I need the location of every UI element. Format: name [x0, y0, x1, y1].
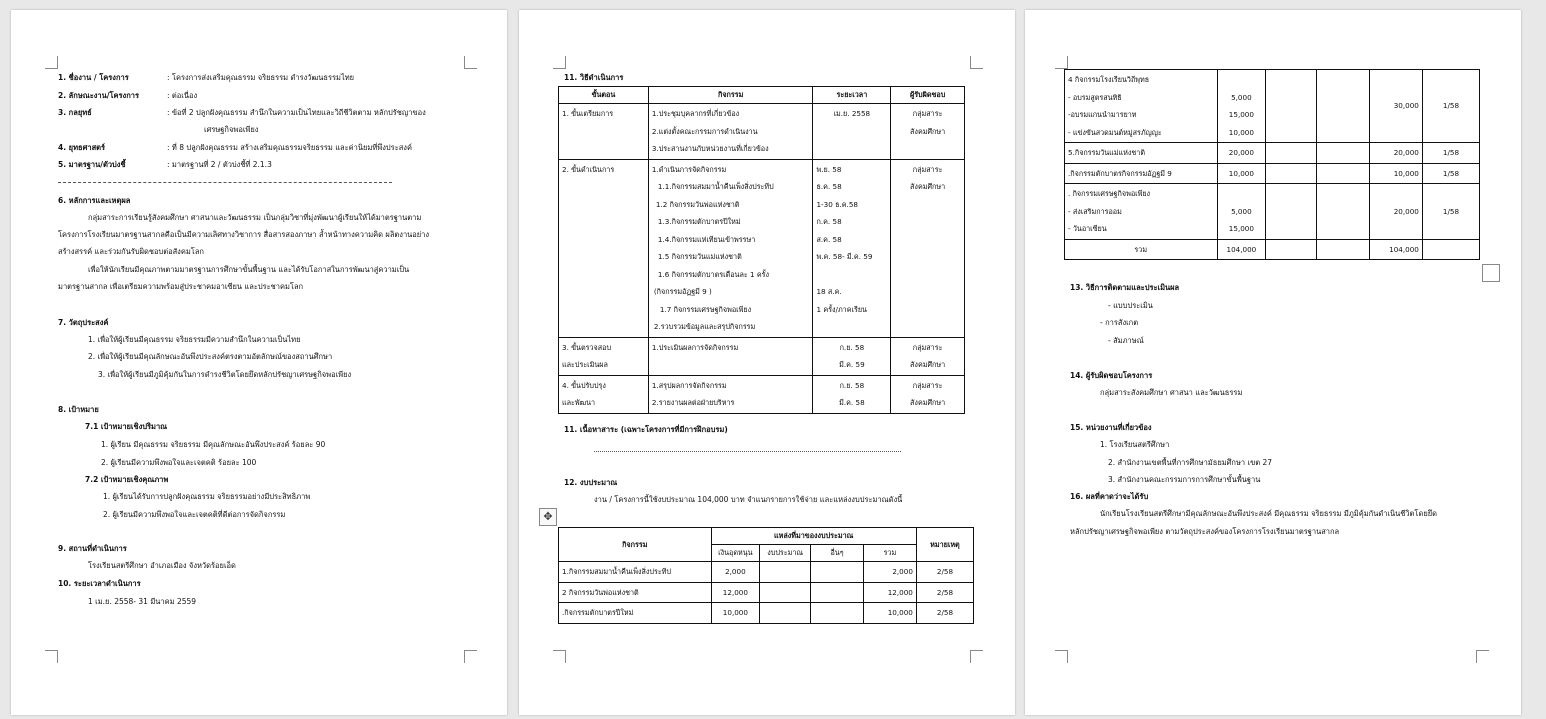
paragraph-line: หลักปรัชญาเศรษฐกิจพอเพียง ตามวัตถุประสงค์ของโครงการโรงเรียนมาตรฐานสากล: [1070, 527, 1340, 536]
table-cell: 1.กิจกรรมสมมาน้ำคืนเพ็งสิ่งประทีป: [559, 562, 712, 583]
list-item: - สัมภาษณ์: [1108, 336, 1144, 345]
activity-line: 1.ประชุมบุคลากรที่เกี่ยวข้อง: [651, 109, 740, 118]
table-row: [559, 159, 965, 337]
column-header: กิจกรรม: [648, 87, 813, 104]
table-cell: [813, 104, 891, 160]
table-cell: [1266, 143, 1317, 164]
table-cell: [1266, 163, 1317, 184]
table-move-handle-icon[interactable]: ✥: [539, 508, 557, 526]
step-label: 4. ขั้นปรับปรุง: [562, 380, 606, 390]
table-cell: [559, 337, 649, 375]
table-header-row: [559, 528, 974, 545]
table-cell: [1317, 143, 1370, 164]
section-heading: 11. วิธีดำเนินการ: [564, 73, 624, 82]
table-row: [559, 375, 965, 413]
paragraph-line: เพื่อให้นักเรียนมีคุณภาพตามมาตรฐานการศึกษาขั้นพื้นฐาน และได้รับโอกาสในการพัฒนาสู่ความเป็น: [88, 265, 410, 274]
section-heading: 8. เป้าหมาย: [58, 405, 99, 414]
amount: [1221, 71, 1263, 89]
table-cell: [1317, 239, 1370, 260]
table-cell: 1/58: [1422, 70, 1479, 143]
table-cell: [1065, 70, 1218, 143]
table-row: [1065, 143, 1480, 164]
paragraph-line: นักเรียนโรงเรียนสตรีศึกษามีคุณลักษณะอันพึงประสงค์ มีคุณธรรม จริยธรรม มีภูมิคุ้มกันดำเนินชีวิตโดยยึด: [1100, 509, 1437, 518]
responsible: สังคมศึกษา: [910, 360, 946, 369]
table-cell: [1065, 184, 1218, 240]
duration: มี.ค. 58: [839, 398, 865, 407]
table-cell: [813, 375, 891, 413]
paragraph-line: 1 เม.ย. 2558- 31 มีนาคม 2559: [88, 597, 197, 606]
section-heading: 9. สถานที่ดำเนินการ: [58, 544, 127, 553]
table-cell: 5.กิจกรรมวันแม่แห่งชาติ: [1065, 143, 1218, 164]
activity-line: 1.3.กิจกรรมตักบาตรปีใหม่: [657, 217, 741, 226]
document-page-2: [519, 10, 1015, 715]
column-header: ระยะเวลา: [813, 87, 891, 104]
column-header: รวม: [863, 545, 916, 562]
activity-line: 4 กิจกรรมโรงเรียนวิถีพุทธ: [1068, 75, 1150, 84]
section-heading: 6. หลักการและเหตุผล: [58, 196, 131, 205]
activity-line: - ส่งเสริมการออม: [1068, 206, 1122, 216]
table-cell: [811, 582, 864, 603]
responsible: สังคมศึกษา: [910, 182, 946, 191]
duration: ก.ย. 58: [839, 380, 865, 390]
activity-line: - แข่งขันสวดมนต์หมู่สรภัญญะ: [1068, 127, 1162, 137]
table-header-row: [559, 87, 965, 104]
amount: 5,000: [1231, 92, 1252, 102]
duration: 1 ครั้ง/ภาคเรียน: [816, 304, 867, 314]
activity-line: 2.รวบรวมข้อมูลและสรุปกิจกรรม: [653, 322, 756, 331]
crop-mark: [1476, 650, 1489, 663]
section-heading: 10. ระยะเวลาดำเนินการ: [58, 579, 141, 588]
duration: [816, 266, 887, 284]
divider: [58, 182, 392, 183]
section-heading: 16. ผลที่คาดว่าจะได้รับ: [1070, 492, 1149, 501]
activity-line: -อบรมแกนนำมารยาท: [1068, 110, 1137, 119]
crop-mark: [464, 56, 477, 69]
table-cell: รวม: [1065, 239, 1218, 260]
table-cell: 10,000: [1217, 163, 1266, 184]
list-item: 2. เพื่อให้ผู้เรียนมีคุณลักษณะอันพึงประสงค์ตรงตามอัตลักษณ์ของสถานศึกษา: [88, 352, 333, 361]
table-row: [1065, 70, 1480, 143]
table-cell: [891, 375, 965, 413]
crop-mark: [970, 650, 983, 663]
column-header: แหล่งที่มาของงบประมาณ: [711, 528, 916, 545]
step-label: 3. ขั้นตรวจสอบ: [562, 342, 612, 352]
table-cell: [1266, 184, 1317, 240]
duration: มี.ค. 59: [839, 360, 865, 369]
responsible: กลุ่มสาระ: [912, 342, 943, 352]
list-item: 3. สำนักงานคณะกรรมการการศึกษาขั้นพื้นฐาน: [1108, 475, 1261, 484]
table-row: [1065, 163, 1480, 184]
column-header: กิจกรรม: [559, 528, 712, 562]
duration: ธ.ค. 58: [816, 182, 842, 191]
table-cell: 20,000: [1369, 184, 1422, 240]
amount: [1221, 185, 1263, 203]
table-cell: 2/58: [916, 562, 973, 583]
paragraph-line: โครงการโรงเรียนมาตรฐานสากลคือเป็นมีความเลิศทางวิชาการ สื่อสารสองภาษา ล้ำหน้าทางความคิด ผลิตงานอย่าง: [58, 230, 430, 239]
duration: ก.ย. 58: [839, 342, 865, 352]
paragraph-line: สร้างสรรค์ และร่วมกันรับผิดชอบต่อสังคมโลก: [58, 247, 204, 256]
crop-mark: [45, 56, 58, 69]
paragraph-line: โรงเรียนสตรีศึกษา อำเภอเมือง จังหวัดร้อยเอ็ด: [88, 561, 236, 570]
table-cell: 20,000: [1369, 143, 1422, 164]
table-cell: [811, 562, 864, 583]
amount: 15,000: [1228, 224, 1254, 233]
table-row: [559, 562, 974, 583]
table-row: [559, 337, 965, 375]
crop-mark: [1055, 650, 1068, 663]
table-cell: [559, 375, 649, 413]
table-cell: [760, 562, 811, 583]
activity-line: 2.แต่งตั้งคณะกรรมการดำเนินงาน: [651, 126, 758, 136]
table-cell: [891, 104, 965, 160]
step-label: 1. ขั้นเตรียมการ: [562, 109, 614, 118]
list-item: 1. เพื่อให้ผู้เรียนมีคุณธรรม จริยธรรมมีความสำนึกในความเป็นไทย: [88, 335, 301, 344]
table-row: [1065, 184, 1480, 240]
field-value: : มาตรฐานที่ 2 / ตัวบ่งชี้ที่ 2.1.3: [167, 160, 272, 169]
crop-mark: [464, 650, 477, 663]
table-cell: [1422, 239, 1479, 260]
amount: 5,000: [1231, 206, 1252, 216]
subsection-heading: 7.2 เป้าหมายเชิงคุณภาพ: [85, 475, 169, 484]
table-cell: [813, 337, 891, 375]
activity-line: 3.ประสานงานกับหน่วยงานที่เกี่ยวข้อง: [651, 144, 769, 153]
duration: พ.ย. 58: [816, 164, 842, 174]
crop-mark: [553, 56, 566, 69]
table-cell: 12,000: [711, 582, 760, 603]
subsection-heading: 7.1 เป้าหมายเชิงปริมาณ: [85, 422, 168, 431]
paragraph-line: กลุ่มสาระสังคมศึกษา ศาสนา และวัฒนธรรม: [1100, 388, 1243, 397]
table-cell: [648, 375, 813, 413]
table-cell: [891, 159, 965, 337]
table-cell: 1/58: [1422, 163, 1479, 184]
list-item: 1. โรงเรียนสตรีศึกษา: [1100, 440, 1170, 449]
list-item: - แบบประเมิน: [1108, 301, 1153, 310]
table-resize-handle[interactable]: [1482, 264, 1500, 282]
table-cell: [811, 603, 864, 624]
activity-line: 1.สรุปผลการจัดกิจกรรม: [651, 380, 727, 390]
table-cell: 10,000: [711, 603, 760, 624]
budget-table: [558, 527, 974, 624]
table-cell: 2 กิจกรรมวันพ่อแห่งชาติ: [559, 582, 712, 603]
table-row: [559, 104, 965, 160]
duration: เม.ย. 2558: [833, 109, 871, 118]
table-cell: [648, 159, 813, 337]
budget-table-continued: [1064, 69, 1480, 260]
responsible: สังคมศึกษา: [910, 398, 946, 407]
table-cell: [891, 337, 965, 375]
table-cell: 2/58: [916, 582, 973, 603]
column-header: หมายเหตุ: [916, 528, 973, 562]
column-header: งบประมาณ: [760, 545, 811, 562]
table-cell: [1317, 184, 1370, 240]
field-value: : โครงการส่งเสริมคุณธรรม จริยธรรม ดำรงวัฒนธรรมไทย: [167, 73, 355, 82]
table-cell: [760, 582, 811, 603]
table-cell: 104,000: [1217, 239, 1266, 260]
field-value: : ต่อเนื่อง: [167, 91, 198, 100]
table-cell: [648, 337, 813, 375]
section-heading: 7. วัตถุประสงค์: [58, 318, 109, 327]
table-cell: [1217, 70, 1266, 143]
amount: 10,000: [1228, 127, 1254, 137]
activity-line: (กิจกรรมอัฏฐมี 9 ): [653, 287, 712, 296]
field-label: 1. ชื่องาน / โครงการ: [58, 73, 129, 82]
column-header: ผู้รับผิดชอบ: [891, 87, 965, 104]
table-cell: [760, 603, 811, 624]
fill-line: [594, 451, 901, 452]
activity-line: - วันอาเซียน: [1068, 224, 1107, 233]
crop-mark: [970, 56, 983, 69]
table-cell: [559, 159, 649, 337]
list-item: 3. เพื่อให้ผู้เรียนมีภูมิคุ้มกันในการดำรงชีวิตโดยยึดหลักปรัชญาเศรษฐกิจพอเพียง: [98, 370, 352, 379]
crop-mark: [1055, 56, 1068, 69]
section-heading: 12. งบประมาณ: [564, 478, 618, 487]
list-item: - การสังเกต: [1100, 318, 1139, 327]
table-cell: [1217, 184, 1266, 240]
activity-line: . กิจกรรมเศรษฐกิจพอเพียง: [1068, 189, 1151, 198]
responsible: กลุ่มสาระ: [912, 164, 943, 174]
field-value: : ข้อที่ 2 ปลูกฝังคุณธรรม สำนึกในความเป็นไทยและวิถีชีวิตตาม หลักปรัชญาของ: [167, 108, 426, 117]
table-cell: 10,000: [863, 603, 916, 624]
field-label: 4. ยุทธศาสตร์: [58, 143, 106, 152]
activity-line: 1.6 กิจกรรมตักบาตรเดือนละ 1 ครั้ง: [657, 269, 770, 279]
step-label: 2. ขั้นดำเนินการ: [562, 164, 615, 174]
table-cell: 10,000: [1369, 163, 1422, 184]
document-page-3: [1025, 10, 1521, 715]
table-cell: [1266, 239, 1317, 260]
list-item: 2. สำนักงานเขตพื้นที่การศึกษามัธยมศึกษา เขต 27: [1108, 458, 1273, 467]
table-cell: .กิจกรรมตักบาตรกิจกรรมอัฏฐมี 9: [1065, 163, 1218, 184]
column-header: เงินอุดหนุน: [711, 545, 760, 562]
crop-mark: [553, 650, 566, 663]
list-item: 2. ผู้เรียนมีความพึงพอใจและเจตคติที่ดีต่อการจัดกิจกรรม: [103, 510, 286, 519]
activity-line: - อบรมสูตรสนทิธิ: [1068, 92, 1122, 102]
table-cell: [1317, 163, 1370, 184]
responsible: กลุ่มสาระ: [912, 380, 943, 390]
table-cell: 2/58: [916, 603, 973, 624]
duration: 1-30 ธ.ค.58: [816, 199, 858, 209]
duration: พ.ค. 58- มี.ค. 59: [816, 252, 873, 261]
field-label: 2. ลักษณะงาน/โครงการ: [58, 91, 140, 100]
activity-line: 1.5 กิจกรรมวันแม่แห่งชาติ: [657, 252, 742, 261]
table-cell: 2,000: [863, 562, 916, 583]
list-item: 1. ผู้เรียนได้รับการปลูกฝังคุณธรรม จริยธรรมอย่างมีประสิทธิภาพ: [103, 492, 311, 501]
table-cell: 12,000: [863, 582, 916, 603]
table-cell: .กิจกรรมตักบาตรปีใหม่: [559, 603, 712, 624]
field-value: เศรษฐกิจพอเพียง: [204, 125, 259, 134]
method-table: [558, 86, 965, 414]
table-cell: 1/58: [1422, 184, 1479, 240]
column-header: ขั้นตอน: [559, 87, 649, 104]
section-heading: 14. ผู้รับผิดชอบโครงการ: [1070, 371, 1153, 380]
activity-line: 1.2 กิจกรรมวันพ่อแห่งชาติ: [655, 199, 740, 209]
activity-line: 1.7 กิจกรรมเศรษฐกิจพอเพียง: [659, 304, 752, 314]
field-label: 5. มาตรฐาน/ตัวบ่งชี้: [58, 160, 126, 169]
document-page-1: [11, 10, 507, 715]
activity-line: 1.ประเมินผลการจัดกิจกรรม: [651, 342, 739, 352]
section-heading: 11. เนื้อหาสาระ (เฉพาะโครงการที่มีการฝึกอบรม): [564, 425, 728, 434]
step-label: และประเมินผล: [562, 360, 608, 369]
activity-line: 2.รายงานผลต่อฝ่ายบริหาร: [651, 398, 735, 407]
field-label: 3. กลยุทธ์: [58, 108, 92, 117]
paragraph-line: งาน / โครงการนี้ใช้งบประมาณ 104,000 บาท จำแนกรายการใช้จ่าย และแหล่งงบประมาณดังนี้: [594, 495, 903, 504]
table-cell: [1266, 70, 1317, 143]
table-cell: 30,000: [1369, 70, 1422, 143]
paragraph-line: กลุ่มสาระการเรียนรู้สังคมศึกษา ศาสนาและวัฒนธรรม เป็นกลุ่มวิชาที่มุ่งพัฒนาผู้เรียนให้ได้มาตรฐานตาม: [88, 213, 422, 222]
table-cell: 2,000: [711, 562, 760, 583]
list-item: 2. ผู้เรียนมีความพึงพอใจและเจตคติ ร้อยละ 100: [101, 458, 257, 467]
paragraph-line: มาตรฐานสากล เพื่อเตรียมความพร้อมสู่ประชาคมอาเซียน และประชาคมโลก: [58, 282, 304, 291]
amount: 15,000: [1228, 110, 1254, 119]
activity-line: 1.ดำเนินการจัดกิจกรรม: [651, 164, 727, 174]
duration: ก.ค. 58: [816, 217, 842, 226]
table-cell: [813, 159, 891, 337]
table-cell: [648, 104, 813, 160]
section-heading: 13. วิธีการติดตามและประเมินผล: [1070, 283, 1180, 292]
field-value: : ที่ 8 ปลูกฝังคุณธรรม สร้างเสริมคุณธรรมจริยธรรม และค่านิยมที่พึงประสงค์: [167, 143, 412, 152]
crop-mark: [45, 650, 58, 663]
table-row: [559, 603, 974, 624]
list-item: 1. ผู้เรียน มีคุณธรรม จริยธรรม มีคุณลักษณะอันพึงประสงค์ ร้อยละ 90: [101, 440, 326, 449]
section-heading: 15. หน่วยงานที่เกี่ยวข้อง: [1070, 423, 1152, 432]
column-header: อื่นๆ: [811, 545, 864, 562]
responsible: กลุ่มสาระ: [912, 109, 943, 118]
table-cell: [1317, 70, 1370, 143]
table-cell: 20,000: [1217, 143, 1266, 164]
table-cell: 104,000: [1369, 239, 1422, 260]
table-cell: [559, 104, 649, 160]
activity-line: 1.1.กิจกรรมสมมาน้ำคืนเพ็งสิ่งประทีป: [657, 182, 774, 191]
activity-line: 1.4.กิจกรรมแห่เทียนเข้าพรรษา: [657, 234, 756, 244]
responsible: สังคมศึกษา: [910, 126, 946, 136]
table-cell: 1/58: [1422, 143, 1479, 164]
duration: 18 ส.ค.: [816, 287, 842, 296]
table-total-row: [1065, 239, 1480, 260]
duration: ส.ค. 58: [816, 234, 842, 244]
table-row: [559, 582, 974, 603]
step-label: และพัฒนา: [562, 398, 596, 407]
